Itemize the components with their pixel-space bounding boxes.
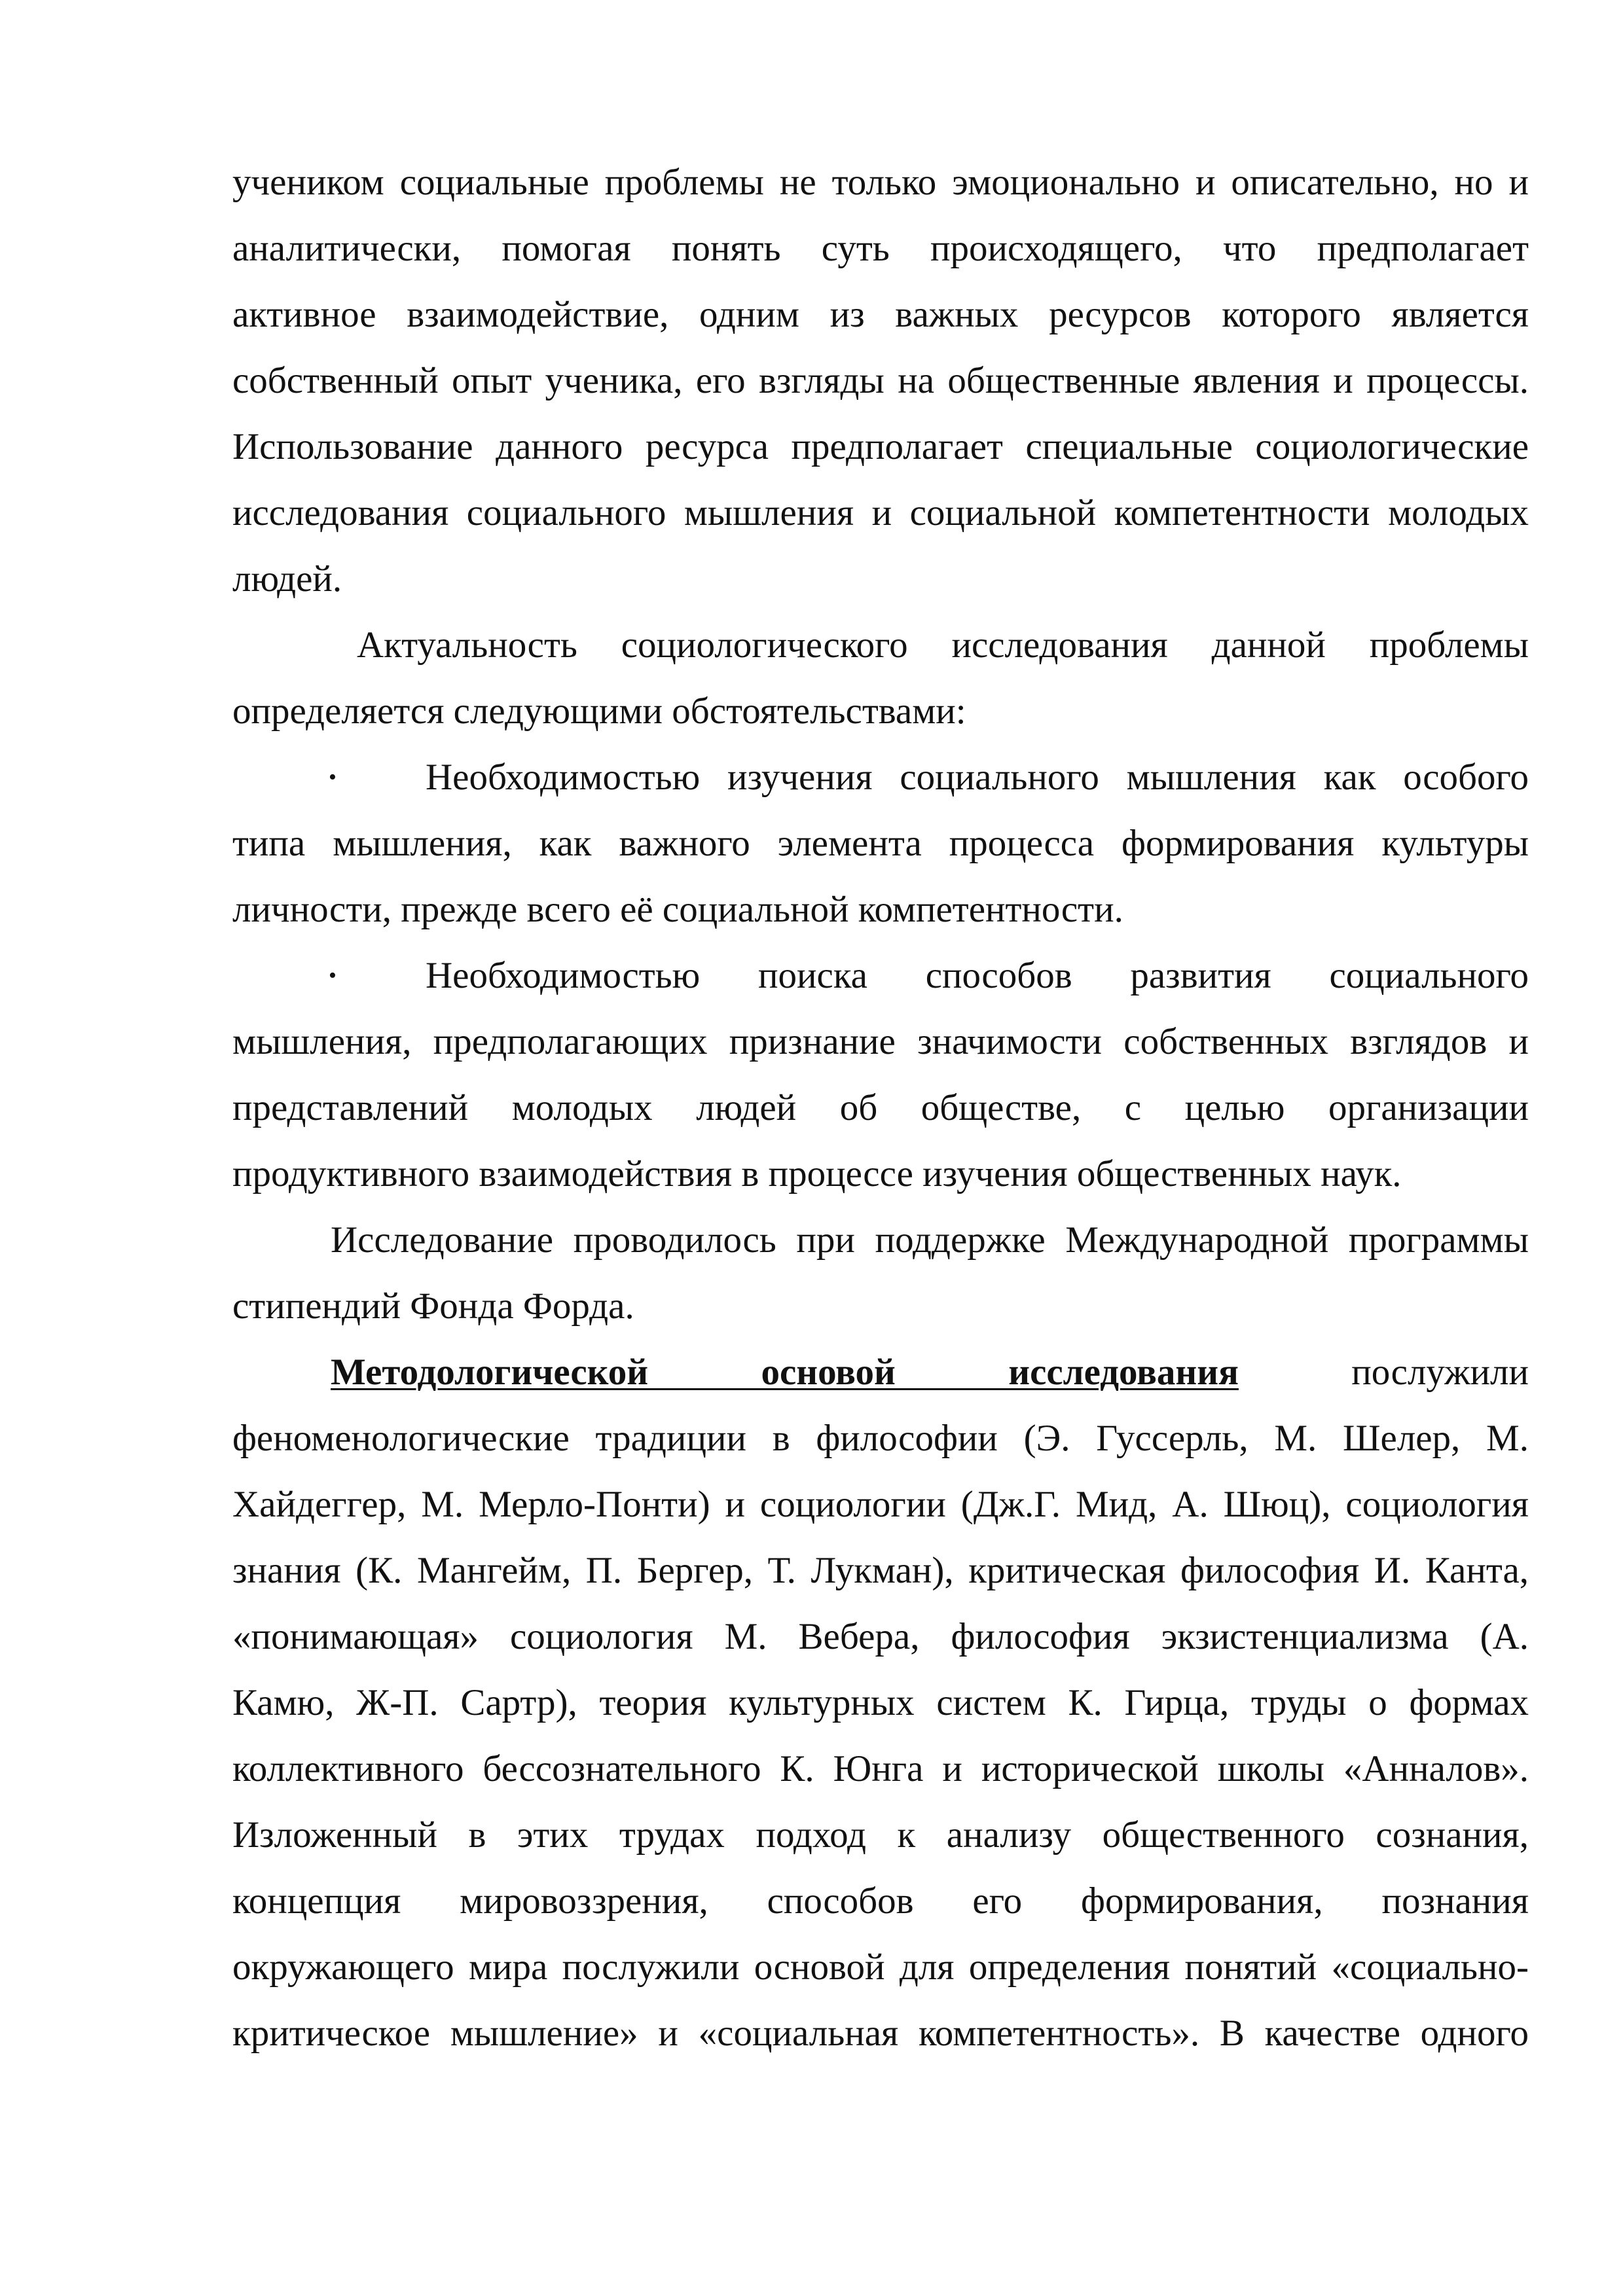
text-line: типа мышления, как важного элемента процесса формирования культуры [232, 823, 1529, 864]
text-line: исследования социального мышления и социальной компетентности молодых [232, 492, 1529, 533]
text-line: Использование данного ресурса предполагает специальные социологические [232, 426, 1529, 467]
text-line: Изложенный в этих трудах подход к анализу общественного сознания, [232, 1814, 1529, 1856]
text-line: знания (К. Мангейм, П. Бергер, Т. Лукман), критическая философия И. Канта, [232, 1550, 1529, 1591]
text-line: «понимающая» социология М. Вебера, философия экзистенциализма (А. [232, 1616, 1529, 1657]
text-line: критическое мышление» и «социальная компетентность». В качестве одного [232, 2013, 1529, 2054]
text-line [232, 1339, 1529, 1405]
paragraph-support [232, 1207, 1529, 1339]
text-line [232, 744, 1529, 810]
text-line: окружающего мира послужили основой для определения понятий «социально- [232, 1946, 1529, 1988]
bullet-marker: • [329, 963, 337, 988]
bullet-text: Необходимостью поиска способов развития социального [426, 955, 1529, 996]
text-line: концепция мировоззрения, способов его формирования, познания [232, 1880, 1529, 1922]
text-line: Камю, Ж-П. Сартр), теория культурных систем К. Гирца, труды о формах [232, 1682, 1529, 1723]
paragraph-methodology [232, 1339, 1529, 2066]
bullet-marker: • [329, 765, 337, 789]
text-line: личности, прежде всего её социальной компетентности. [232, 889, 1123, 930]
text-line: Исследование проводилось при поддержке Международной программы [331, 1219, 1529, 1261]
text-line: продуктивного взаимодействия в процессе изучения общественных наук. [232, 1153, 1402, 1194]
methodology-heading: Методологической основой исследования [331, 1352, 1239, 1393]
text-line: аналитически, помогая понять суть происходящего, что предполагает [232, 228, 1529, 269]
text-line: Хайдеггер, М. Мерло-Понти) и социологии (Дж.Г. Мид, А. Шюц), социология [232, 1484, 1529, 1525]
bullet-item-2 [232, 942, 1529, 1207]
text-line: стипендий Фонда Форда. [232, 1285, 634, 1327]
bullet-text: Необходимостью изучения социального мышления как особого [426, 757, 1529, 798]
text-line: активное взаимодействие, одним из важных ресурсов которого является [232, 294, 1529, 335]
text-line: феноменологические традиции в философии (Э. Гуссерль, М. Шелер, М. [232, 1418, 1529, 1459]
text-line: собственный опыт ученика, его взгляды на общественные явления и процессы. [232, 360, 1529, 401]
text-line: определяется следующими обстоятельствами: [232, 691, 966, 732]
text-line: представлений молодых людей об обществе, с целью организации [232, 1087, 1529, 1128]
document-page [232, 149, 1529, 2066]
text-line: коллективного бессознательного К. Юнга и исторической школы «Анналов». [232, 1748, 1529, 1789]
paragraph-relevance [232, 612, 1529, 744]
text-line: Актуальность социологического исследования данной проблемы [357, 624, 1529, 666]
text-line: учеником социальные проблемы не только эмоционально и описательно, но и [232, 162, 1529, 203]
text-line: людей. [232, 558, 342, 600]
text-line: мышления, предполагающих признание значимости собственных взглядов и [232, 1021, 1529, 1062]
paragraph-intro [232, 149, 1529, 612]
heading-continuation: послужили [1351, 1352, 1529, 1393]
text-line [232, 942, 1529, 1009]
bullet-item-1 [232, 744, 1529, 942]
